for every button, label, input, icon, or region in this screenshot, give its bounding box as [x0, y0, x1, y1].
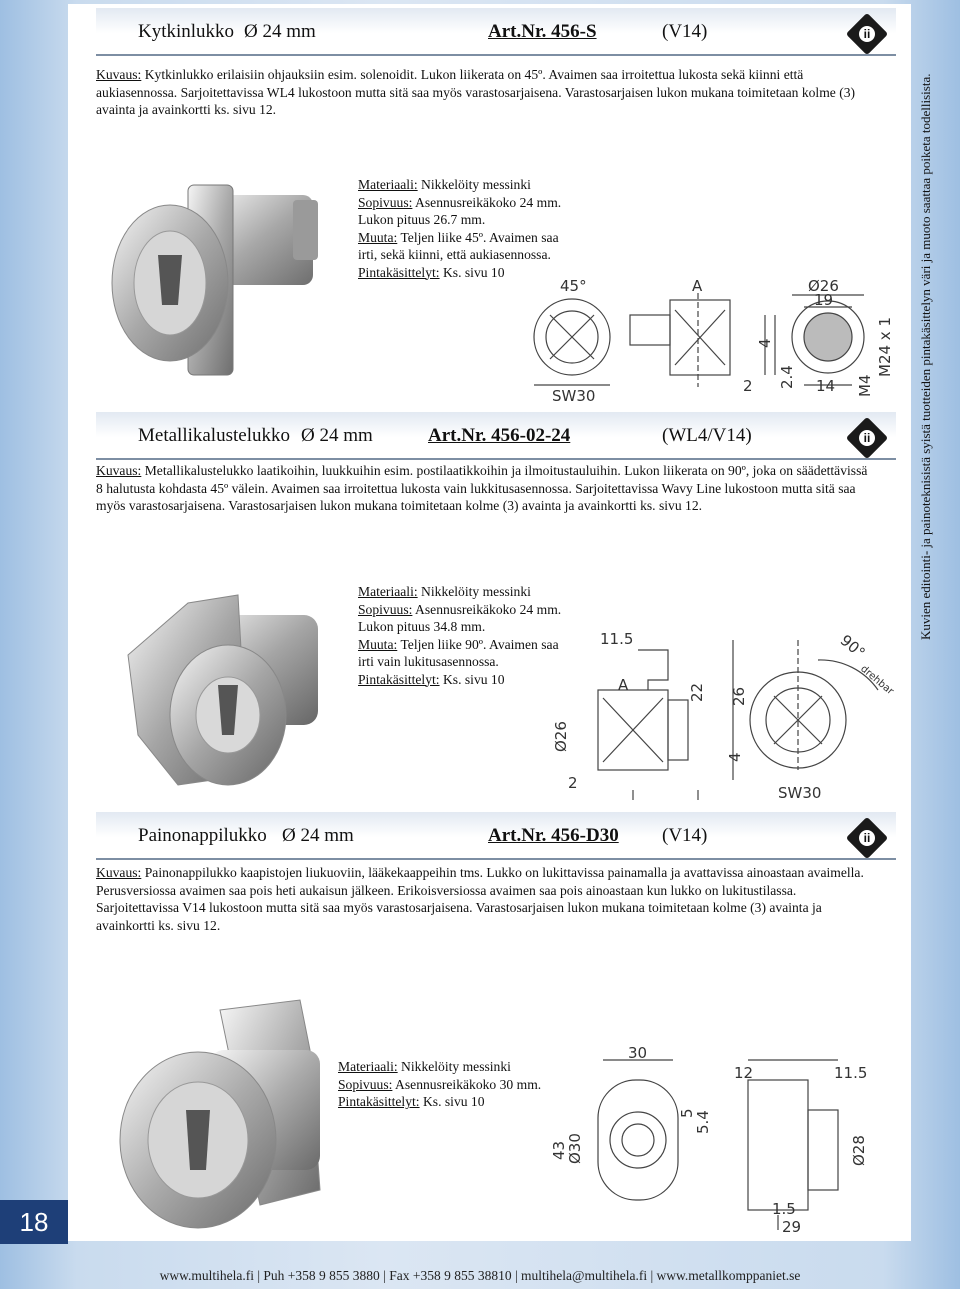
dim-29: 29 — [782, 1218, 802, 1236]
spec-value: Asennusreikäkoko 30 mm. — [395, 1076, 542, 1092]
dim-diam30: Ø30 — [566, 1133, 584, 1164]
description-label: Kuvaus: — [96, 463, 142, 478]
spec-label: Sopivuus: — [358, 601, 413, 617]
side-disclaimer — [918, 600, 938, 640]
dim-11-5: 11.5 — [600, 630, 634, 648]
description-1 — [96, 66, 876, 119]
dim-5-4: 5.4 — [694, 1110, 712, 1134]
dim-2: 2 — [568, 774, 578, 792]
description-text: Painonappilukko kaapistojen liukuoviin, lääkekaappeihin tms. Lukko on lukittavissa painamalla ja avattavissa ainoastaan avaimella. Perusversiossa avaimen saa pois heti aukaisun jälkeen. Erikoisversiossa avaimen saa pois ainoastaan kun lukko on lukitustilassa. Sarjoitettavissa V14 lukostoon mutta sitä saa myös varastosarjaisena. Varastosarjaisen lukon mukana toimitetaan kolme (3) avainta ja avainkortti ks. sivu 12. — [96, 865, 864, 933]
dim-4: 4 — [726, 752, 744, 762]
technical-drawing-3 — [548, 1040, 893, 1240]
product-diameter: Ø 24 mm — [282, 825, 354, 846]
spec-value: Ks. sivu 10 — [422, 1094, 485, 1109]
dim-22: 22 — [688, 682, 706, 702]
spec-label: Materiaali: — [358, 177, 418, 192]
spec-value: irti vain lukitusasennossa. — [358, 654, 499, 669]
description-text: Kytkinlukko erilaisiin ohjauksiin esim. solenoidit. Lukon liikerata on 45º. Avaimen saa irroitettua lukosta sekä kiinni että aukiasennossa. Sarjoitettavissa WL4 lukostoon mutta sitä saa myös varastosarjaisena. Varastosarjaisen lukon mukana toimitetaan kolme (3) avainta ja avainkortti ks. sivu 12. — [96, 67, 856, 117]
description-text: Metallikalustelukko laatikoihin, luukkuihin esim. postilaatikkoihin ja ilmoitustauluihin. Lukon liikerata on 90º, joka on säädettävissä 8 halutusta kohdasta 45º välein. Avaimen saa irroitettua lukosta vain lukkitusasennossa. Sarjoitettavissa Wavy Line lukostoon mutta sitä saa myös varastosarjaisena. Varastosarjaisen lukon mukana toimitetaan kolme (3) avainta ja avainkortti ks. sivu 12. — [96, 463, 868, 513]
dim-diam26: Ø26 — [552, 721, 570, 752]
dim-30: 30 — [628, 1044, 648, 1062]
art-number: Art.Nr. 456-S — [488, 21, 597, 42]
spec-value: Teljen liike 45º. Avaimen saa — [400, 229, 559, 245]
metallikalustelukko-photo — [118, 585, 343, 800]
dim-m24: M24 x 1 — [876, 317, 894, 377]
dim-14: 14 — [816, 377, 836, 395]
description-3 — [96, 864, 876, 934]
dim-26: 26 — [730, 686, 748, 706]
spec-value: Lukon pituus 26.7 mm. — [358, 212, 486, 227]
product-header-3 — [96, 812, 896, 860]
spec-label: Pintakäsittelyt: — [358, 671, 440, 687]
spec-value: Lukon pituus 34.8 mm. — [358, 619, 486, 634]
spec-label: Muuta: — [358, 636, 398, 652]
dim-a: A — [618, 676, 629, 694]
dim-diam28: Ø28 — [850, 1135, 868, 1166]
variant: (WL4/V14) — [662, 425, 752, 446]
dim-1-5: 1.5 — [772, 1200, 796, 1218]
product-diameter: Ø 24 mm — [244, 21, 316, 42]
dim-43: 43 — [550, 1140, 568, 1160]
dim-a: A — [692, 277, 703, 295]
painonappilukko-photo — [110, 990, 335, 1240]
product-name: Metallikalustelukko — [138, 425, 290, 446]
spec-value: Teljen liike 90º. Avaimen saa — [400, 636, 559, 652]
product-name: Painonappilukko — [138, 825, 267, 846]
dim-2-4: 2.4 — [778, 365, 796, 389]
dim-m4: M4 — [856, 374, 874, 397]
brand-logo-icon: ii — [846, 817, 888, 859]
spec-value: Nikkelöity messinki — [421, 584, 531, 599]
brand-logo-icon: ii — [846, 417, 888, 459]
dim-angle: 90° — [836, 631, 869, 663]
dim-sw: SW30 — [552, 387, 596, 405]
dim-sw: SW30 — [778, 784, 822, 802]
description-label: Kuvaus: — [96, 865, 142, 880]
spec-label: Muuta: — [358, 229, 398, 245]
dim-12: 12 — [734, 1064, 754, 1082]
dim-drehbar: drehbar — [858, 663, 896, 698]
product-header-1 — [96, 8, 896, 56]
spec-value: Nikkelöity messinki — [401, 1059, 511, 1074]
dim-5: 5 — [678, 1108, 696, 1118]
product-name: Kytkinlukko — [138, 21, 235, 42]
spec-block-2 — [358, 583, 561, 688]
dim-11-5: 11.5 — [834, 1064, 868, 1082]
spec-block-3 — [338, 1058, 541, 1111]
technical-drawing-1 — [530, 275, 900, 410]
page-number: 18 — [0, 1200, 68, 1244]
variant: (V14) — [662, 825, 708, 846]
spec-value: Ks. sivu 10 — [442, 671, 505, 687]
kytkinlukko-photo — [108, 155, 338, 390]
spec-value: Ks. sivu 10 — [442, 264, 505, 280]
footer-contact: www.multihela.fi | Puh +358 9 855 3880 | Fax +358 9 855 38810 | multihela@multihela.fi | www.metallkomppaniet.se — [159, 1268, 801, 1283]
description-label: Kuvaus: — [96, 67, 142, 82]
dim-19: 19 — [814, 291, 834, 309]
art-number: Art.Nr. 456-D30 — [488, 825, 619, 846]
product-header-2 — [96, 412, 896, 460]
brand-logo-icon: ii — [846, 13, 888, 55]
dim-2: 2 — [743, 377, 753, 395]
spec-block-1 — [358, 176, 561, 281]
spec-label: Pintakäsittelyt: — [338, 1094, 420, 1109]
art-number: Art.Nr. 456-02-24 — [428, 425, 571, 446]
dim-angle: 45° — [560, 277, 587, 295]
spec-label: Pintakäsittelyt: — [358, 264, 440, 280]
spec-value: irti, sekä kiinni, että aukiasennossa. — [358, 247, 551, 262]
variant: (V14) — [662, 21, 708, 42]
spec-label: Materiaali: — [338, 1059, 398, 1074]
technical-drawing-2 — [548, 620, 898, 810]
dim-d26: Ø26 — [808, 277, 839, 295]
product-diameter: Ø 24 mm — [301, 425, 373, 446]
spec-value: Asennusreikäkoko 24 mm. — [415, 194, 562, 210]
description-2 — [96, 462, 876, 515]
dim-4: 4 — [756, 338, 774, 348]
spec-value: Nikkelöity messinki — [421, 177, 531, 192]
spec-label: Sopivuus: — [338, 1076, 393, 1092]
spec-value: Asennusreikäkoko 24 mm. — [415, 601, 562, 617]
spec-label: Sopivuus: — [358, 194, 413, 210]
spec-label: Materiaali: — [358, 584, 418, 599]
